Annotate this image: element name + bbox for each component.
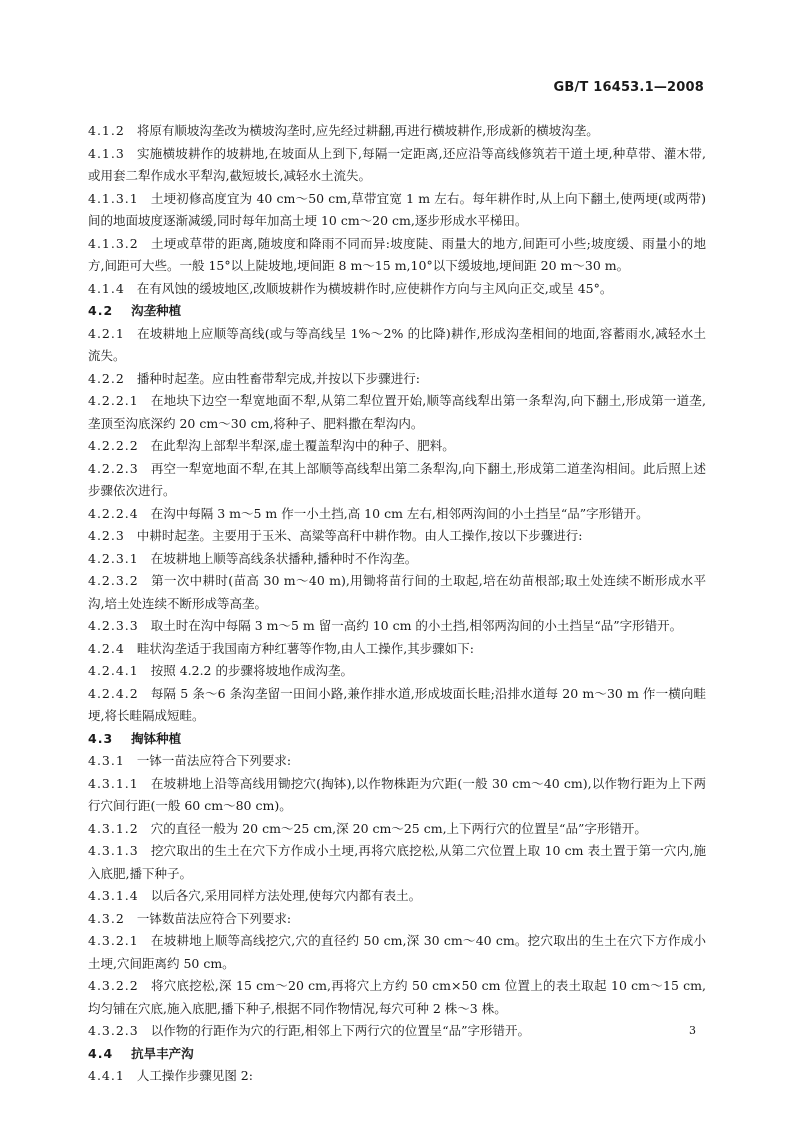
clause-number: 4.2.3 xyxy=(88,528,125,543)
clause-paragraph xyxy=(88,840,706,885)
clause-text: 土埂初修高度宜为 40 cm～50 cm,草带宜宽 1 m 左右。每年耕作时,从上向下翻土,使两埂(或两带)间的地面坡度逐渐减缓,同时每年加高土埂 10 cm～20 cm,逐步形成水平梯田。 xyxy=(88,190,706,228)
clause-paragraph xyxy=(88,368,706,391)
clause-text: 一钵一苗法应符合下列要求: xyxy=(136,753,292,768)
clause-text: 将原有顺坡沟垄改为横坡沟垄时,应先经过耕翻,再进行横坡耕作,形成新的横坡沟垄。 xyxy=(136,123,599,138)
clause-number: 4.2.4 xyxy=(88,640,125,656)
clause-number: 4.3.1.2 xyxy=(88,820,139,836)
section-title: 沟垄种植 xyxy=(131,303,182,318)
clause-text: 中耕时起垄。主要用于玉米、高粱等高秆中耕作物。由人工操作,按以下步骤进行: xyxy=(136,528,583,543)
clause-number: 4.1.2 xyxy=(88,123,125,138)
document-body xyxy=(88,120,706,1088)
clause-text: 在地块下边空一犁宽地面不犁,从第二犁位置开始,顺等高线犁出第一条犁沟,向下翻土,形成第一道垄,垄顶至沟底深约 20 cm～30 cm,将种子、肥料撒在犁沟内。 xyxy=(88,393,706,431)
clause-number: 4.2.2.1 xyxy=(88,393,139,408)
clause-paragraph xyxy=(88,548,706,571)
clause-number: 4.2.1 xyxy=(88,325,125,341)
clause-text: 人工操作步骤见图 2: xyxy=(136,1068,253,1083)
clause-text: 一钵数苗法应符合下列要求: xyxy=(136,910,292,926)
clause-text: 在沟中每隔 3 m～5 m 作一小土挡,高 10 cm 左右,相邻两沟间的小土挡呈“品”字形错开。 xyxy=(150,505,649,521)
clause-paragraph xyxy=(88,660,706,683)
clause-paragraph xyxy=(88,278,706,301)
clause-number: 4.3.1 xyxy=(88,753,125,768)
clause-paragraph xyxy=(88,525,706,548)
clause-text: 以作物的行距作为穴的行距,相邻上下两行穴的位置呈“品”字形错开。 xyxy=(150,1023,530,1038)
clause-number: 4.3.1.4 xyxy=(88,888,139,903)
clause-number: 4.3 xyxy=(88,730,114,746)
clause-text: 在有风蚀的缓坡地区,改顺坡耕作为横坡耕作时,应使耕作方向与主风向正交,或呈 45°。 xyxy=(136,280,613,296)
clause-number: 4.3.2.1 xyxy=(88,933,139,948)
clause-paragraph xyxy=(88,975,706,1020)
clause-paragraph xyxy=(88,570,706,615)
page-number: 3 xyxy=(689,1024,696,1037)
clause-text: 土埂或草带的距离,随坡度和降雨不同而异:坡度陡、雨量大的地方,间距可小些;坡度缓、雨量小的地方,间距可大些。一般 15°以上陡坡地,埂间距 8 m～15 m,10°以下缓坡地,埂间距 20 m～30 m。 xyxy=(88,235,706,273)
clause-text: 将穴底挖松,深 15 cm～20 cm,再将穴上方约 50 cm×50 cm 位置上的表土取起 10 cm～15 cm,均匀铺在穴底,施入底肥,播下种子,根据不同作物情况,每穴可种 2 株～3 株。 xyxy=(88,978,706,1016)
clause-paragraph xyxy=(88,323,706,368)
clause-paragraph xyxy=(88,773,706,818)
clause-number: 4.4 xyxy=(88,1045,114,1061)
clause-paragraph xyxy=(88,615,706,638)
clause-number: 4.3.2 xyxy=(88,910,125,926)
clause-paragraph xyxy=(88,120,706,143)
clause-paragraph xyxy=(88,143,706,188)
clause-number: 4.2.2.2 xyxy=(88,438,139,453)
clause-text: 在坡耕地上沿等高线用锄挖穴(掏钵),以作物株距为穴距(一般 30 cm～40 cm),以作物行距为上下两行穴间行距(一般 60 cm～80 cm)。 xyxy=(88,775,706,813)
clause-paragraph xyxy=(88,188,706,233)
section-heading xyxy=(88,1043,706,1066)
section-title: 掏钵种植 xyxy=(131,730,182,746)
clause-number: 4.2.3.2 xyxy=(88,573,139,588)
clause-text: 播种时起垄。应由牲畜带犁完成,并按以下步骤进行: xyxy=(136,370,420,386)
clause-paragraph xyxy=(88,503,706,526)
clause-text: 取土时在沟中每隔 3 m～5 m 留一高约 10 cm 的小土挡,相邻两沟间的小土挡呈“品”字形错开。 xyxy=(150,618,683,633)
clause-paragraph xyxy=(88,458,706,503)
clause-number: 4.4.1 xyxy=(88,1068,125,1083)
clause-text: 按照 4.2.2 的步骤将坡地作成沟垄。 xyxy=(150,663,353,678)
clause-paragraph xyxy=(88,818,706,841)
section-title: 抗旱丰产沟 xyxy=(131,1045,194,1061)
clause-number: 4.2.3.3 xyxy=(88,618,139,633)
clause-number: 4.2.2.3 xyxy=(88,460,139,476)
clause-number: 4.3.1.3 xyxy=(88,843,139,858)
clause-number: 4.2.3.1 xyxy=(88,550,139,566)
clause-number: 4.2 xyxy=(88,303,114,318)
clause-number: 4.2.4.2 xyxy=(88,685,139,701)
clause-number: 4.1.3 xyxy=(88,145,125,161)
clause-text: 实施横坡耕作的坡耕地,在坡面从上到下,每隔一定距离,还应沿等高线修筑若干道土埂,种草带、灌木带,或用套二犁作成水平犁沟,截短坡长,减轻水土流失。 xyxy=(88,145,706,183)
clause-paragraph xyxy=(88,1065,706,1088)
clause-number: 4.1.3.2 xyxy=(88,235,139,251)
clause-text: 挖穴取出的生土在穴下方作成小土埂,再将穴底挖松,从第二穴位置上取 10 cm 表土置于第一穴内,施入底肥,播下种子。 xyxy=(88,843,706,881)
clause-paragraph xyxy=(88,233,706,278)
clause-number: 4.2.4.1 xyxy=(88,663,139,678)
standard-code: GB/T 16453.1—2008 xyxy=(553,80,704,95)
clause-text: 再空一犁宽地面不犁,在其上部顺等高线犁出第二条犁沟,向下翻土,形成第二道垄沟相间。此后照上述步骤依次进行。 xyxy=(88,460,706,498)
clause-number: 4.1.3.1 xyxy=(88,190,139,206)
clause-number: 4.2.2.4 xyxy=(88,505,139,521)
section-heading xyxy=(88,300,706,323)
clause-paragraph xyxy=(88,885,706,908)
clause-number: 4.3.2.2 xyxy=(88,978,139,993)
clause-text: 在此犁沟上部犁半犁深,虚土覆盖犁沟中的种子、肥料。 xyxy=(150,438,455,453)
clause-text: 畦状沟垄适于我国南方种红薯等作物,由人工操作,其步骤如下: xyxy=(136,640,474,656)
clause-text: 穴的直径一般为 20 cm～25 cm,深 20 cm～25 cm,上下两行穴的位置呈“品”字形错开。 xyxy=(150,820,647,836)
clause-text: 在坡耕地上顺等高线挖穴,穴的直径约 50 cm,深 30 cm～40 cm。挖穴取出的生土在穴下方作成小土埂,穴间距离约 50 cm。 xyxy=(88,933,706,971)
clause-paragraph xyxy=(88,908,706,931)
clause-text: 在坡耕地上应顺等高线(或与等高线呈 1%～2% 的比降)耕作,形成沟垄相间的地面,容蓄雨水,减轻水土流失。 xyxy=(88,325,706,363)
section-heading xyxy=(88,728,706,751)
clause-number: 4.2.2 xyxy=(88,370,125,386)
clause-text: 第一次中耕时(苗高 30 m～40 m),用锄将苗行间的土取起,培在幼苗根部;取土处连续不断形成水平沟,培土处连续不断形成等高垄。 xyxy=(88,573,706,611)
clause-paragraph xyxy=(88,750,706,773)
clause-text: 每隔 5 条～6 条沟垄留一田间小路,兼作排水道,形成坡面长畦;沿排水道每 20 m～30 m 作一横向畦埂,将长畦隔成短畦。 xyxy=(88,685,706,723)
clause-number: 4.3.1.1 xyxy=(88,775,139,791)
clause-paragraph xyxy=(88,390,706,435)
clause-paragraph xyxy=(88,435,706,458)
clause-paragraph xyxy=(88,638,706,661)
clause-text: 以后各穴,采用同样方法处理,使每穴内都有表土。 xyxy=(150,888,422,903)
clause-number: 4.3.2.3 xyxy=(88,1023,139,1038)
clause-paragraph xyxy=(88,930,706,975)
clause-text: 在坡耕地上顺等高线条状播种,播种时不作沟垄。 xyxy=(150,550,418,566)
clause-number: 4.1.4 xyxy=(88,280,125,296)
clause-paragraph xyxy=(88,1020,706,1043)
clause-paragraph xyxy=(88,683,706,728)
